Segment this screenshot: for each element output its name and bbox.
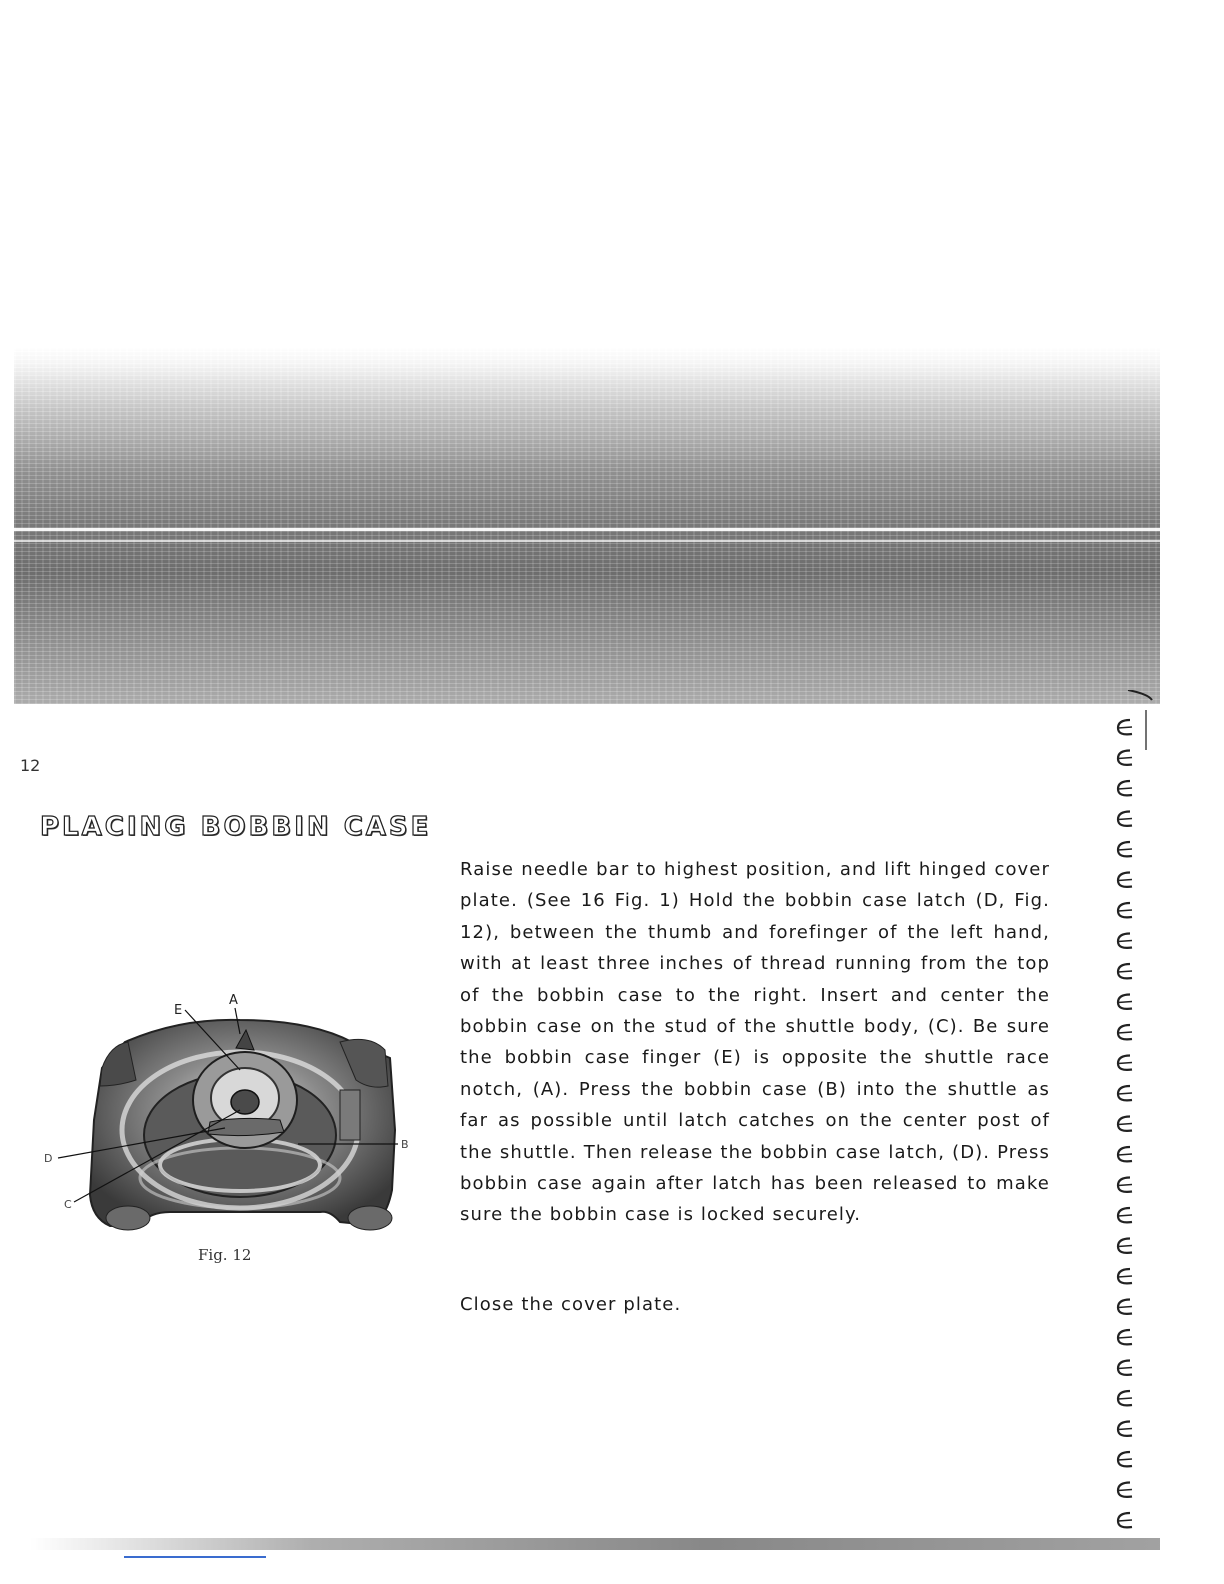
binding-loop-crossbar [1118, 1520, 1132, 1521]
binding-loop-crossbar [1118, 1337, 1132, 1338]
scan-bottom-edge [30, 1538, 1160, 1550]
instruction-paragraph: Raise needle bar to highest position, and lift hinged cover plate. (See 16 Fig. 1) Hold the bobbin case latch (D, Fig. 12), between the thumb and forefinger of the left hand, with at least three inches of thread running from the top of the bobbin case to the right. Insert and center the bobbin case on the stud of the shuttle body, (C). Be sure the bobbin case finger (E) is opposite the shuttle race notch, (A). Press the bobbin case (B) into the shuttle as far as possible until latch catches on the center post of the shuttle. Then release the bobbin case latch, (D). Press bobbin case again after latch has been released to make sure the bobbin case is locked securely. [460, 859, 1050, 1226]
binding-loop-crossbar [1118, 1124, 1132, 1125]
binding-loop-crossbar [1118, 1459, 1132, 1460]
binding-loop-crossbar [1118, 788, 1132, 789]
figure-caption: Fig. 12 [198, 1246, 252, 1264]
binding-loop-crossbar [1118, 1307, 1132, 1308]
bobbin-case-illustration [40, 990, 420, 1270]
blue-underline-mark [124, 1556, 266, 1558]
spiral-binding-edge [1108, 690, 1154, 1530]
binding-loop-crossbar [1118, 1398, 1132, 1399]
binding-loop-crossbar [1118, 880, 1132, 881]
binding-loop-crossbar [1118, 1154, 1132, 1155]
binding-loop-crossbar [1118, 1032, 1132, 1033]
label-c: C [64, 1198, 72, 1211]
binding-loop-crossbar [1118, 849, 1132, 850]
binding-loop-crossbar [1118, 971, 1132, 972]
binding-loop-crossbar [1118, 1002, 1132, 1003]
binding-loop-crossbar [1118, 1246, 1132, 1247]
binding-loop-crossbar [1118, 1368, 1132, 1369]
binding-loop-crossbar [1118, 1215, 1132, 1216]
scanned-photo-band [14, 328, 1160, 704]
figure-12 [40, 990, 420, 1270]
binding-loop-crossbar [1118, 1276, 1132, 1277]
binding-loop-crossbar [1118, 941, 1132, 942]
binding-loop-crossbar [1118, 1185, 1132, 1186]
label-e: E [174, 1003, 183, 1018]
binding-loop-crossbar [1118, 819, 1132, 820]
label-d: D [44, 1152, 53, 1165]
binding-loop-crossbar [1118, 1429, 1132, 1430]
label-a: A [229, 993, 238, 1008]
label-b: B [401, 1138, 409, 1151]
binding-loop-crossbar [1118, 1063, 1132, 1064]
binding-loop-crossbar [1118, 1093, 1132, 1094]
page-number: 12 [20, 756, 41, 775]
binding-loop-crossbar [1118, 758, 1132, 759]
closing-instruction: Close the cover plate. [460, 1294, 682, 1315]
binding-loop-crossbar [1118, 1490, 1132, 1491]
binding-loop-crossbar [1118, 727, 1132, 728]
binding-loop-crossbar [1118, 910, 1132, 911]
section-title: PLACING BOBBIN CASE [40, 812, 432, 842]
